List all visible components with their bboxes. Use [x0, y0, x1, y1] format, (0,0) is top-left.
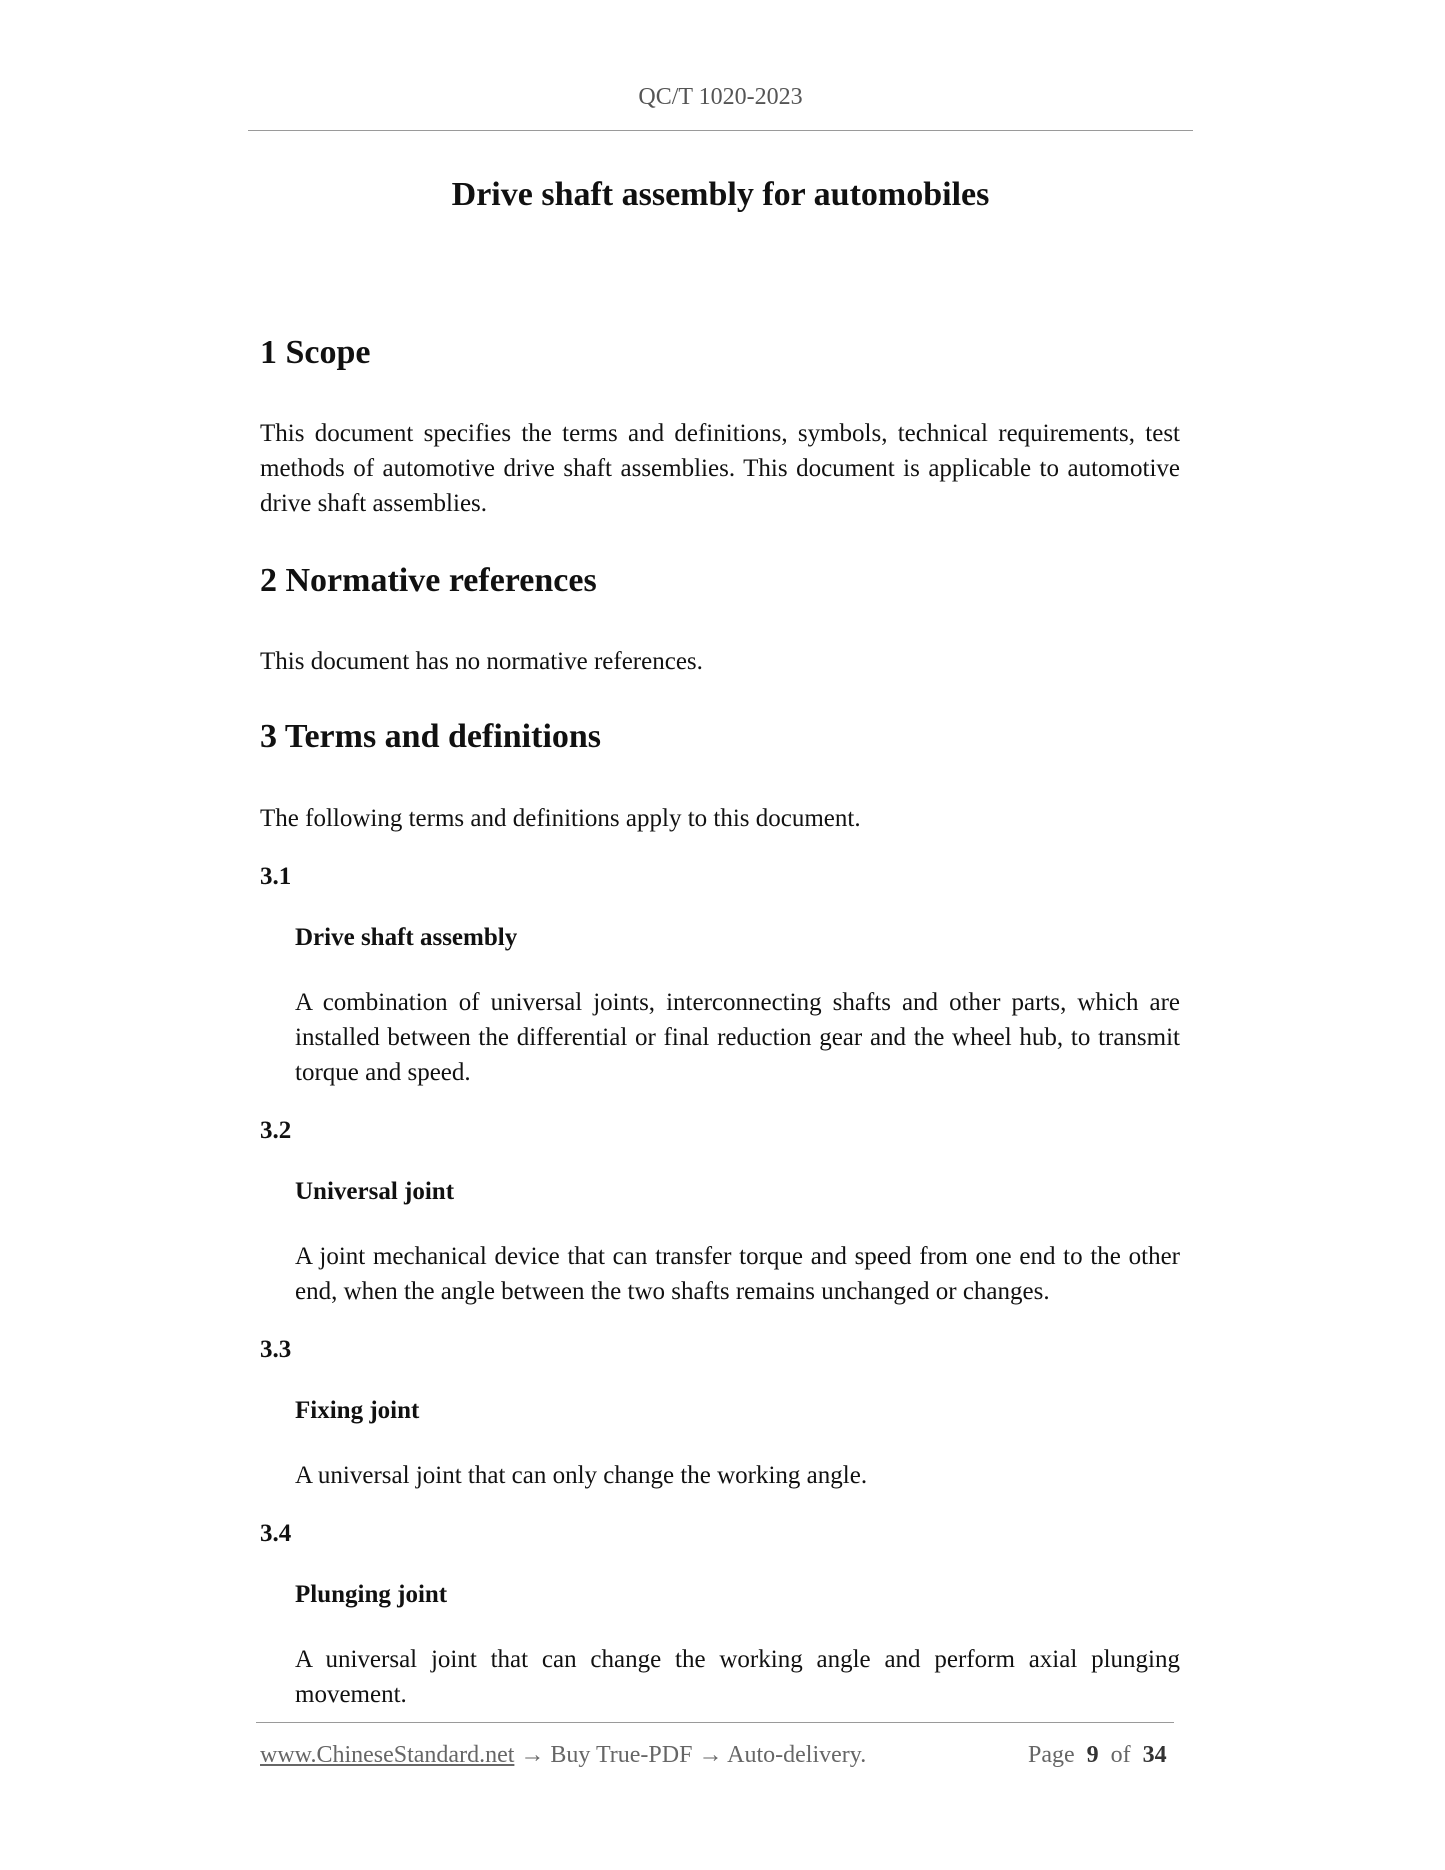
- term-definition: A joint mechanical device that can transfer torque and speed from one end to the other end, when the angle between the two shafts remains unchanged or changes.: [295, 1243, 1180, 1305]
- footer-divider: [256, 1722, 1174, 1723]
- page-total: 34: [1142, 1742, 1167, 1768]
- term-title: Fixing joint: [295, 1397, 420, 1424]
- term-definition: A universal joint that can change the working angle and perform axial plunging movement.: [295, 1646, 1180, 1708]
- page-indicator: [1028, 1742, 1167, 1769]
- terms-intro-paragraph: The following terms and definitions apply to this document.: [260, 805, 861, 832]
- clause-number: 3.1: [260, 863, 292, 890]
- page-label: Page: [1028, 1742, 1075, 1768]
- arrow-right-icon: →: [692, 1742, 728, 1768]
- section-heading-normative-references: 2 Normative references: [260, 562, 597, 599]
- arrow-right-icon: →: [514, 1742, 551, 1768]
- footer-promo: [260, 1742, 866, 1769]
- auto-delivery-text: Auto-delivery.: [727, 1742, 867, 1768]
- page-current: 9: [1086, 1742, 1099, 1768]
- term-definition: A combination of universal joints, interconnecting shafts and other parts, which are installed between the differential or final reduction gear and the wheel hub, to transmit torque and speed.: [295, 989, 1180, 1086]
- clause-number: 3.2: [260, 1117, 292, 1144]
- term-title: Universal joint: [295, 1178, 455, 1205]
- buy-true-pdf-text: Buy True-PDF: [550, 1742, 693, 1768]
- of-label: of: [1110, 1742, 1131, 1768]
- clause-number: 3.4: [260, 1520, 292, 1547]
- term-title: Plunging joint: [295, 1581, 448, 1608]
- standard-code: QC/T 1020-2023: [638, 84, 803, 110]
- scope-paragraph: This document specifies the terms and definitions, symbols, technical requirements, test methods of automotive drive shaft assemblies. This document is applicable to automotive drive shaft assemblies.: [260, 420, 1180, 517]
- normative-paragraph: This document has no normative references.: [260, 648, 703, 675]
- section-heading-scope: 1 Scope: [260, 334, 371, 371]
- clause-number: 3.3: [260, 1336, 292, 1363]
- document-title: Drive shaft assembly for automobiles: [451, 176, 990, 213]
- term-definition: A universal joint that can only change the working angle.: [295, 1462, 868, 1489]
- term-title: Drive shaft assembly: [295, 924, 518, 951]
- section-heading-terms: 3 Terms and definitions: [260, 718, 602, 755]
- header-divider: [248, 130, 1193, 131]
- website-link[interactable]: www.ChineseStandard.net: [260, 1742, 515, 1768]
